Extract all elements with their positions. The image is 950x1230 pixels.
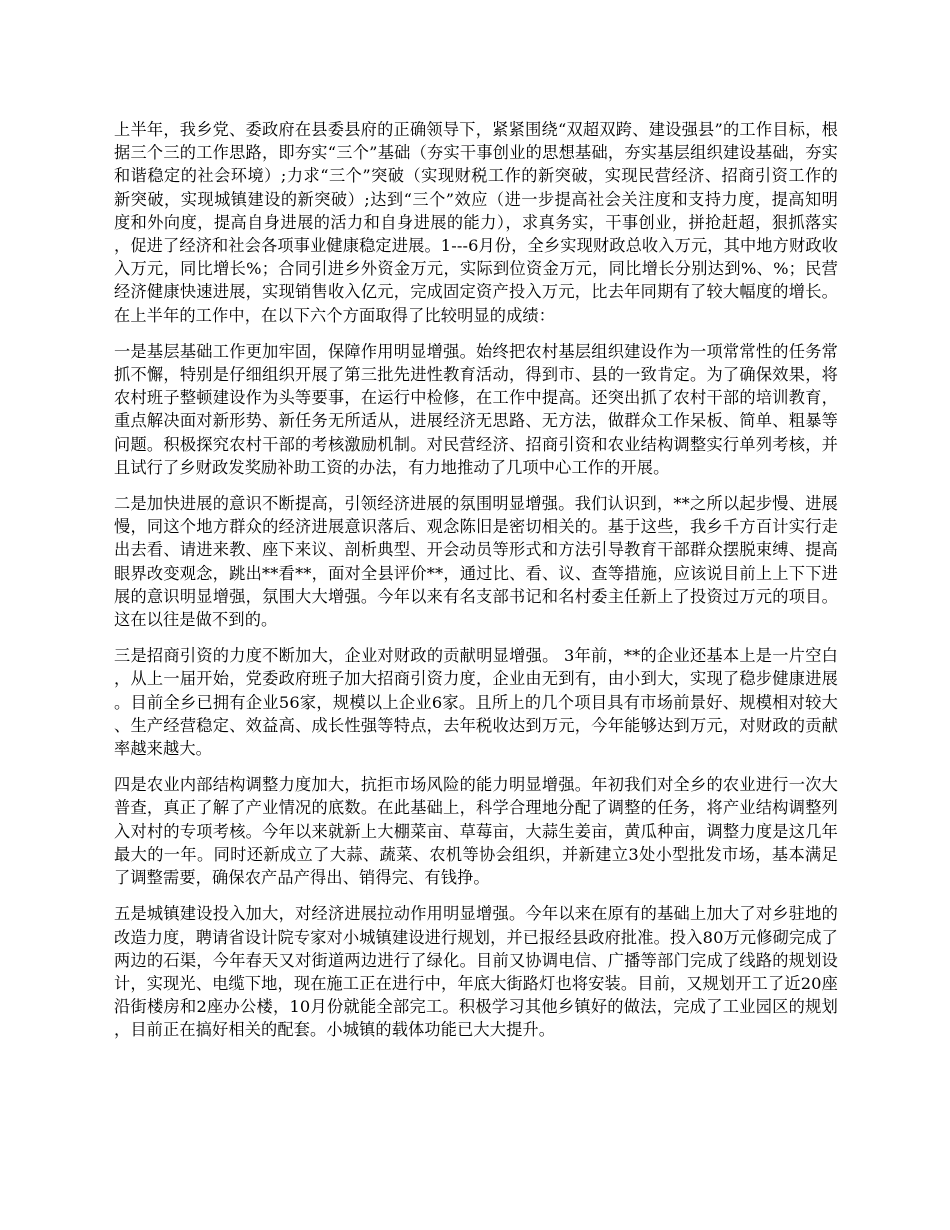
paragraph-intro: 上半年，我乡党、委政府在县委县府的正确领导下，紧紧围绕“双超双跨、建设强县”的工作目标，根据三个三的工作思路，即夯实“三个”基础（夯实干事创业的思想基础，夯实基层组织建设基础，夯实和谐稳定的社会环境）;力求“三个”突破（实现财税工作的新突破，实现民营经济、招商引资工作的新突破，实现城镇建设的新突破）;达到“三个”效应（进一步提高社会关注度和支持力度，提高知明度和外向度，提高自身进展的活力和自身进展的能力），求真务实，干事创业，拼抢赶超，狠抓落实，促进了经济和社会各项事业健康稳定进展。1---6月份，全乡实现财政总收入万元，其中地方财政收入万元，同比增长%；合同引进乡外资金万元，实际到位资金万元，同比增长分别达到%、%；民营经济健康快速进展，实现销售收入亿元，完成固定资产投入万元，比去年同期有了较大幅度的增长。在上半年的工作中，在以下六个方面取得了比较明显的成绩： [114, 120, 838, 325]
paragraph-achievement-4: 四是农业内部结构调整力度加大，抗拒市场风险的能力明显增强。年初我们对全乡的农业进行一次大普查，真正了解了产业情况的底数。在此基础上，科学合理地分配了调整的任务，将产业结构调整列入对村的专项考核。今年以来就新上大棚菜亩、草莓亩，大蒜生姜亩，黄瓜种亩，调整力度是这几年最大的一年。同时还新成立了大蒜、蔬菜、农机等协会组织，并新建立3处小型批发市场，基本满足了调整需要，确保农产品产得出、销得完、有钱挣。 [114, 775, 838, 888]
paragraph-achievement-1: 一是基层基础工作更加牢固，保障作用明显增强。始终把农村基层组织建设作为一项常常性的任务常抓不懈，特别是仔细组织开展了第三批先进性教育活动，得到市、县的一致肯定。为了确保效果，将农村班子整顿建设作为头等要事，在运行中检修，在工作中提高。还突出抓了农村干部的培训教育，重点解决面对新形势、新任务无所适从，进展经济无思路、无方法，做群众工作呆板、简单、粗暴等问题。积极探究农村干部的考核激励机制。对民营经济、招商引资和农业结构调整实行单列考核，并且试行了乡财政发奖励补助工资的办法，有力地推动了几项中心工作的开展。 [114, 341, 838, 477]
paragraph-achievement-2: 二是加快进展的意识不断提高，引领经济进展的氛围明显增强。我们认识到，**之所以起步慢、进展慢，同这个地方群众的经济进展意识落后、观念陈旧是密切相关的。基于这些，我乡千方百计实行走出去看、请进来教、座下来议、剖析典型、开会动员等形式和方法引导教育干部群众摆脱束缚、提高眼界改变观念，跳出**看**，面对全县评价**，通过比、看、议、查等措施，应该说目前上上下下进展的意识明显增强，氛围大大增强。今年以来有名支部书记和名村委主任新上了投资过万元的项目。这在以往是做不到的。 [114, 494, 838, 630]
paragraph-achievement-5: 五是城镇建设投入加大，对经济进展拉动作用明显增强。今年以来在原有的基础上加大了对乡驻地的改造力度，聘请省设计院专家对小城镇建设进行规划，并已报经县政府批准。投入80万元修砌完成了两边的石渠，今年春天又对街道两边进行了绿化。目前又协调电信、广播等部门完成了线路的规划设计，实现光、电缆下地，现在施工正在进行中，年底大街路灯也将安装。目前，又规划开工了近20座沿街楼房和2座办公楼，10月份就能全部完工。积极学习其他乡镇好的做法，完成了工业园区的规划，目前正在搞好相关的配套。小城镇的载体功能已大大提升。 [114, 904, 838, 1040]
paragraph-achievement-3: 三是招商引资的力度不断加大，企业对财政的贡献明显增强。 3年前，**的企业还基本上是一片空白，从上一届开始，党委政府班子加大招商引资力度，企业由无到有，由小到大，实现了稳步健康进展。目前全乡已拥有企业56家，规模以上企业6家。且所上的几个项目具有市场前景好、规模相对较大、生产经营稳定、效益高、成长性强等特点，去年税收达到万元，今年能够达到万元，对财政的贡献率越来越大。 [114, 646, 838, 759]
document-body [114, 118, 838, 1055]
